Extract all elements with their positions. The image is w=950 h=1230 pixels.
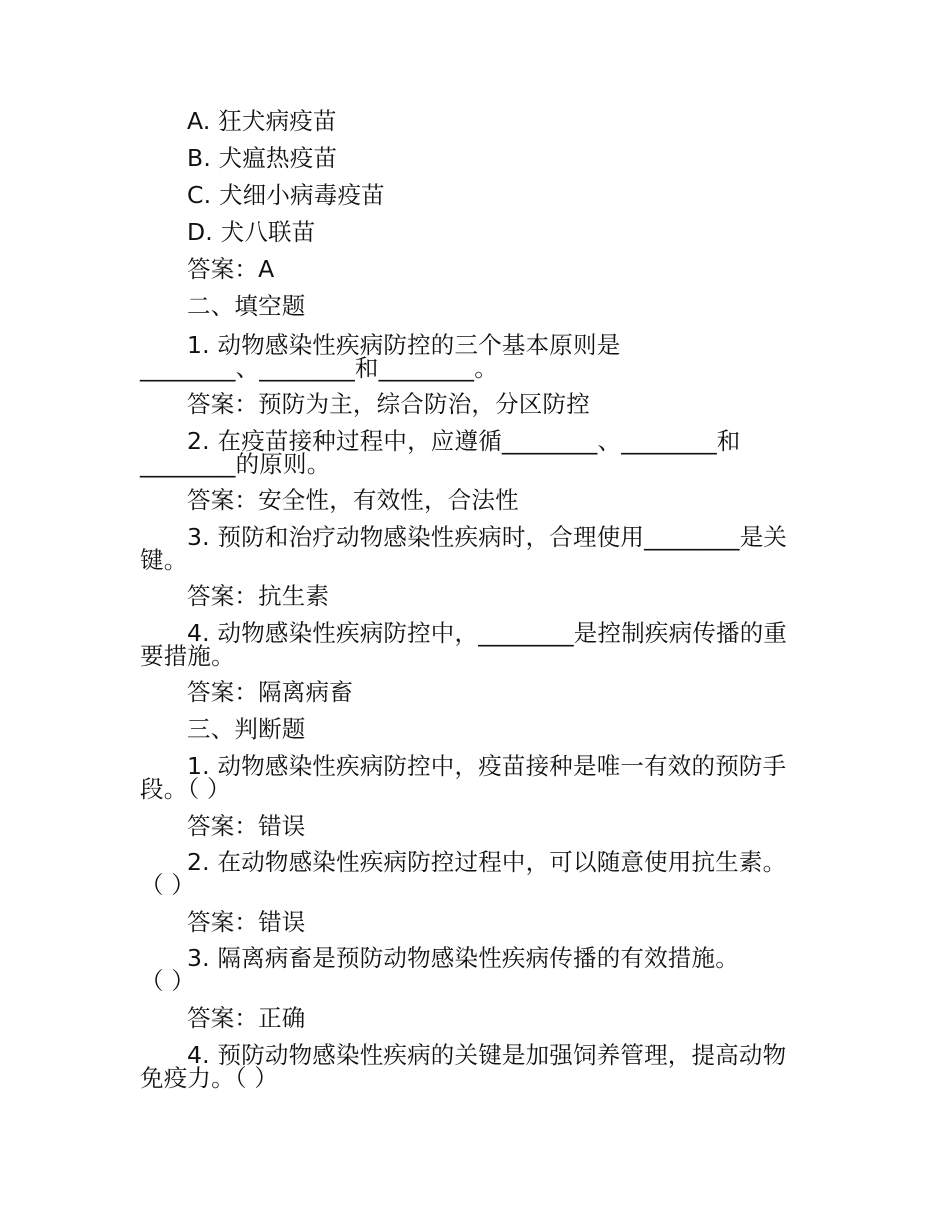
judge-question-3-line-1: 3. 隔离病畜是预防动物感染性疾病传播的有效措施。 — [187, 944, 739, 972]
fill-question-2-line-1: 2. 在疫苗接种过程中，应遵循________、________和 — [187, 427, 741, 455]
fill-question-2-line-2: ________的原则。 — [140, 450, 331, 478]
fill-question-3-line-2: 键。 — [140, 546, 188, 574]
judge-question-3-line-2: （ ） — [140, 967, 196, 995]
fill-answer-1: 答案：预防为主，综合防治，分区防控 — [187, 390, 590, 418]
section-heading-fill: 二、填空题 — [187, 292, 306, 320]
fill-answer-4: 答案：隔离病畜 — [187, 678, 353, 706]
judge-question-2-line-2: （ ） — [140, 871, 196, 899]
fill-question-4-line-2: 要措施。 — [140, 642, 235, 670]
choice-option-d: D. 犬八联苗 — [187, 218, 316, 246]
fill-question-1-line-2: ________、________和________。 — [140, 354, 498, 382]
judge-question-4-line-2: 免疫力。（ ） — [140, 1064, 279, 1092]
judge-question-1-line-2: 段。（ ） — [140, 775, 231, 803]
judge-answer-2: 答案：错误 — [187, 908, 306, 936]
choice-option-c: C. 犬细小病毒疫苗 — [187, 181, 385, 209]
judge-question-1-line-1: 1. 动物感染性疾病防控中，疫苗接种是唯一有效的预防手 — [187, 752, 787, 780]
fill-question-1-line-1: 1. 动物感染性疾病防控的三个基本原则是 — [187, 331, 621, 359]
fill-question-4-line-1: 4. 动物感染性疾病防控中，________是控制疾病传播的重 — [187, 619, 788, 647]
section-heading-judge: 三、判断题 — [187, 715, 306, 743]
fill-answer-3: 答案：抗生素 — [187, 582, 330, 610]
fill-question-3-line-1: 3. 预防和治疗动物感染性疾病时，合理使用________是关 — [187, 523, 788, 551]
choice-option-b: B. 犬瘟热疫苗 — [187, 144, 338, 172]
choice-option-a: A. 狂犬病疫苗 — [187, 107, 337, 135]
judge-answer-1: 答案：错误 — [187, 812, 306, 840]
judge-answer-3: 答案：正确 — [187, 1004, 306, 1032]
choice-answer: 答案：A — [187, 255, 275, 283]
fill-answer-2: 答案：安全性，有效性，合法性 — [187, 486, 519, 514]
judge-question-2-line-1: 2. 在动物感染性疾病防控过程中，可以随意使用抗生素。 — [187, 848, 787, 876]
judge-question-4-line-1: 4. 预防动物感染性疾病的关键是加强饲养管理，提高动物 — [187, 1041, 787, 1069]
